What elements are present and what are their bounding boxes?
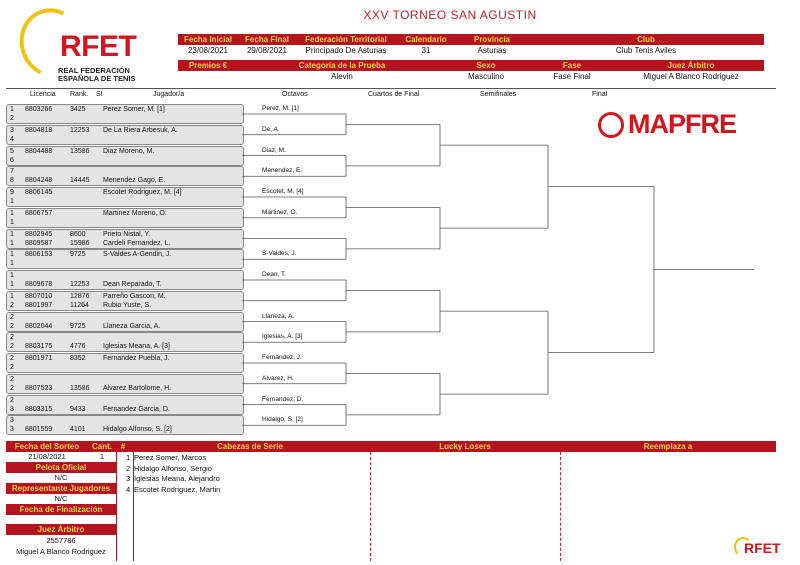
player-licence: 8807523 (25, 384, 53, 392)
col-octavos: Octavos (282, 91, 308, 98)
finalizacion-label: Fecha de Finalización (6, 504, 116, 515)
fecha-inicial-label: Fecha Inicial (183, 35, 233, 44)
fecha-inicial: 23/08/2021 (187, 46, 229, 55)
player-licence: 8801997 (25, 301, 53, 309)
pelota: N/C (54, 473, 68, 482)
club-label: Club (637, 35, 655, 44)
categoria: Alevin (331, 72, 353, 81)
cabezas-label: Cabezas de Serie (130, 441, 370, 452)
bottom-divider-4 (560, 452, 561, 561)
player-number: 2 (10, 384, 14, 392)
player-rank: 3425 (70, 106, 86, 113)
fase-label: Fase (562, 61, 582, 70)
player-licence: 8803175 (25, 343, 53, 351)
round1-winner: Fernandez, D. (262, 395, 304, 403)
player-number: 1 (10, 292, 14, 300)
player-name: Prieto Nistal, Y. (103, 230, 151, 238)
player-number: 2 (10, 375, 14, 383)
player-number: 2 (10, 301, 14, 309)
hash-label: # (116, 441, 130, 452)
player-number: 2 (10, 322, 14, 330)
logo-line2: ESPAÑOLA DE TENIS (58, 74, 136, 83)
player-name: Martinez Moreno, O. (103, 209, 167, 217)
player-name: Fernandez Garcia, D. (103, 405, 170, 413)
player-rank: 15986 (70, 239, 90, 247)
player-name: Cardeli Fernandez, L. (103, 239, 171, 247)
player-number: 2 (10, 396, 14, 404)
fecha-final-label: Fecha Final (244, 35, 289, 44)
col-semifinales: Semifinales (480, 91, 517, 98)
col-final: Final (592, 91, 608, 98)
federacion: Principado De Asturias (305, 46, 387, 55)
player-rank: 8352 (70, 355, 86, 362)
juez-id: 2557786 (46, 536, 76, 545)
player-name: Llaneza Garcia, A. (103, 322, 161, 330)
seed-name: Escotet Rodriguez, Martin (134, 484, 221, 494)
player-licence: 8801971 (25, 355, 53, 362)
round1-winner: Diaz, M. (262, 146, 286, 154)
col-cuartos: Cuartos de Final (368, 91, 420, 98)
seed-entry (126, 453, 206, 462)
mapfre-emblem-icon (598, 112, 624, 138)
tournament-title: XXV TORNEO SAN AGUSTIN (363, 8, 537, 22)
seed-number: 2 (126, 463, 131, 473)
player-number: 4 (10, 135, 14, 143)
player-licence: 8807010 (25, 292, 53, 300)
player-licence: 8804248 (25, 177, 53, 185)
player-number: 1 (10, 239, 14, 247)
player-number: 6 (10, 156, 14, 164)
player-number: 1 (10, 218, 14, 226)
round1-winner: Dean, T. (262, 271, 287, 278)
juez-arbitro-label: Juez Árbitro (6, 524, 116, 535)
player-licence: 8802945 (25, 230, 53, 238)
bottom-divider-3 (370, 452, 371, 561)
player-name: S-Valdes A-Gendin, J. (103, 251, 172, 259)
seed-name: Perez Somer, Marcos (134, 453, 207, 462)
lucky-label: Lucky Losers (370, 441, 560, 452)
player-licence: 8806153 (25, 251, 53, 259)
player-licence: 8806145 (25, 189, 53, 196)
premios-label: Premios € (188, 61, 228, 70)
round1-winner: S-Valdes, J. (262, 250, 297, 258)
player-rank: 12253 (70, 281, 90, 288)
reemplaza-label: Reemplaza a (560, 441, 776, 452)
round1-winner: Martinez, O. (262, 208, 298, 216)
seed-number: 1 (126, 453, 131, 462)
pelota-label: Pelota Oficial (6, 462, 116, 473)
federacion-label: Federación Territorial (305, 35, 387, 44)
seed-number: 4 (126, 484, 131, 494)
seed-number: 3 (126, 474, 131, 483)
player-number: 1 (10, 209, 14, 217)
player-licence: 8806757 (25, 209, 53, 217)
player-number: 3 (10, 405, 14, 413)
player-rank: 12253 (70, 126, 90, 134)
player-name: Fernandez Puebla, J. (103, 355, 170, 362)
player-licence: 8803315 (25, 405, 53, 413)
player-number: 1 (10, 272, 14, 279)
round1-winner: De, A. (262, 125, 280, 133)
player-number: 1 (10, 106, 14, 113)
player-licence: 8804488 (25, 147, 53, 155)
club: Club Tenis Aviles (615, 46, 677, 55)
player-licence: 8802044 (25, 322, 53, 330)
player-rank: 4776 (70, 343, 86, 351)
player-name: Diaz Moreno, M. (103, 147, 155, 155)
seed-entry (126, 485, 220, 494)
player-number: 8 (10, 177, 14, 185)
player-licence: 8809678 (25, 281, 53, 288)
round1-winner: Alvarez, H. (262, 374, 294, 382)
fecha-final: 29/08/2021 (246, 46, 288, 55)
player-number: 2 (10, 355, 14, 362)
seed-entry (126, 464, 212, 473)
player-number: 1 (10, 260, 14, 268)
rfet-small-logo (734, 537, 794, 561)
col-licencia: Licencia (30, 91, 56, 98)
sexo: Masculino (467, 72, 504, 81)
fecha-sorteo-label: Fecha del Sorteo (6, 441, 88, 452)
player-name: Parreño Gascon, M. (103, 292, 166, 300)
representante-label: Representante Jugadores (6, 483, 116, 494)
player-number: 2 (10, 364, 14, 371)
provincia: Asturias (477, 46, 507, 55)
player-licence: 8809587 (25, 239, 53, 247)
seed-name: Iglesias Meana, Alejandro (134, 474, 220, 483)
player-name: Alvarez Bartolome, H. (103, 384, 172, 392)
player-number: 3 (10, 126, 14, 134)
player-number: 1 (10, 251, 14, 259)
player-number: 2 (10, 334, 14, 342)
player-number: 2 (10, 343, 14, 351)
player-number: 2 (10, 115, 14, 122)
fase: Fase Final (553, 72, 591, 81)
col-jugador: Jugador/a (153, 91, 185, 98)
small-logo-brand: RFET (744, 540, 781, 556)
player-licence: 8803266 (25, 106, 53, 113)
player-number: 3 (10, 426, 14, 434)
round1-winner: Hidalgo, S. [2] (262, 416, 303, 424)
player-name: Escotet Rodriguez, M. [4] (103, 189, 182, 196)
bottom-divider-1 (116, 441, 117, 561)
juez-name: Miguel A Blanco Rodriguez (16, 547, 106, 556)
player-rank: 12876 (70, 292, 90, 300)
player-name: Menendez Gago, E. (103, 177, 166, 185)
calendario: 31 (421, 46, 431, 55)
player-rank: 13586 (70, 147, 90, 155)
round1-winner: Llaneza, A. (262, 312, 295, 320)
juez: Miguel A Blanco Rodriguez (643, 72, 739, 81)
player-number: 7 (10, 168, 14, 176)
player-rank: 8600 (70, 230, 86, 238)
player-name: Rubio Yuste, S. (103, 301, 152, 309)
round1-winner: Fernandez, J. (262, 354, 302, 361)
player-rank: 9433 (70, 405, 86, 413)
round1-winner: Menendez, E. (262, 167, 303, 175)
player-rank: 9725 (70, 322, 86, 330)
juez-label: Juez Árbitro (667, 61, 715, 70)
player-licence: 8804818 (25, 126, 53, 134)
sponsor-name: MAPFRE (628, 109, 736, 139)
player-rank: 11264 (70, 301, 89, 309)
round1-winner: Perez, M. [1] (262, 105, 299, 112)
player-rank: 14445 (70, 177, 90, 185)
player-number: 9 (10, 189, 14, 196)
round1-winner: Iglesias, A. [3] (262, 333, 303, 341)
round1-winner: Escotet, M. [4] (262, 188, 304, 195)
calendario-label: Calendario (405, 35, 447, 44)
player-rank: 4101 (70, 426, 86, 434)
provincia-label: Provincia (473, 35, 510, 44)
player-number: 1 (10, 198, 14, 205)
fecha-sorteo: 21/08/2021 (28, 452, 66, 461)
mapfre-logo (598, 108, 788, 138)
player-number: 3 (10, 417, 14, 425)
player-rank: 13586 (70, 384, 90, 392)
player-name: Hidalgo Alfonso, S. [2] (103, 426, 172, 434)
player-licence: 8801559 (25, 426, 53, 434)
sexo-label: Sexo (476, 61, 496, 70)
seed-entry (126, 474, 220, 483)
seed-name: Hidalgo Alfonso, Sergio (134, 463, 212, 473)
representante: N/C (54, 494, 68, 503)
logo-brand: RFET (60, 30, 137, 63)
categoria-label: Categoría de la Prueba (298, 61, 386, 70)
col-st: St (96, 91, 103, 98)
col-rank: Rank. (70, 91, 89, 98)
player-name: Dean Reparado, T. (103, 281, 162, 288)
player-number: 2 (10, 313, 14, 321)
cant-label: Cant. (88, 441, 116, 452)
player-rank: 9725 (70, 251, 86, 259)
player-name: De La Riera Arbesuk, A. (103, 126, 178, 134)
player-name: Perez Somer, M. [1] (103, 106, 165, 113)
player-number: 1 (10, 281, 14, 288)
player-number: 1 (10, 230, 14, 238)
cant: 1 (99, 452, 105, 461)
player-name: Iglesias Meana, A. [3] (103, 343, 170, 351)
player-number: 5 (10, 147, 14, 155)
logo-line1: REAL FEDERACIÓN (58, 66, 130, 75)
